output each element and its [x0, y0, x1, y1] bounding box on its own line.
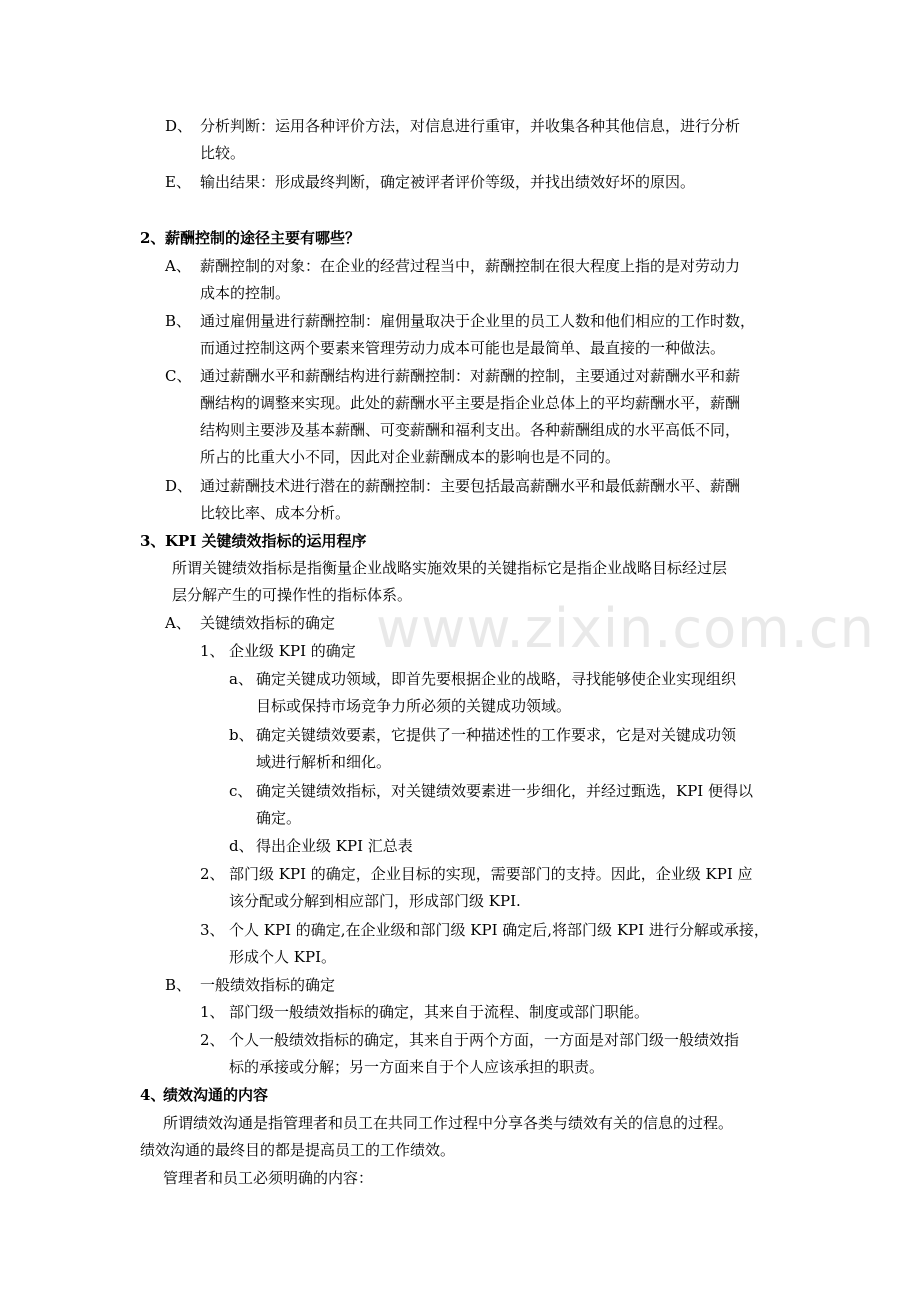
- text-line: 通过薪酬技术进行潜在的薪酬控制：主要包括最高薪酬水平和最低薪酬水平、薪酬: [200, 477, 741, 495]
- text-line: 层分解产生的可操作性的指标体系。: [172, 586, 413, 604]
- text-line: 个人 KPI 的确定,在企业级和部门级 KPI 确定后,将部门级 KPI 进行分解或承接，: [229, 921, 769, 939]
- list-marker: D、: [165, 477, 193, 495]
- text-line: 所谓绩效沟通是指管理者和员工在共同工作过程中分享各类与绩效有关的信息的过程。: [163, 1114, 734, 1132]
- list-marker: d、: [229, 837, 254, 855]
- text-line: 该分配或分解到相应部门，形成部门级 KPI.: [229, 892, 521, 910]
- text-line: 目标或保持市场竞争力所必须的关键成功领域。: [256, 697, 572, 715]
- text-line: 得出企业级 KPI 汇总表: [256, 837, 413, 855]
- list-marker: 2、: [200, 1031, 225, 1049]
- text-line: 酬结构的调整来实现。此处的薪酬水平主要是指企业总体上的平均薪酬水平，薪酬: [200, 394, 741, 412]
- text-line: 绩效沟通的最终目的都是提高员工的工作绩效。: [140, 1141, 456, 1159]
- text-line: 成本的控制。: [200, 284, 291, 302]
- list-marker: C、: [165, 367, 192, 385]
- text-line: 结构则主要涉及基本薪酬、可变薪酬和福利支出。各种薪酬组成的水平高低不同，: [200, 421, 741, 439]
- text-line: 标的承接或分解；另一方面来自于个人应该承担的职责。: [229, 1058, 605, 1076]
- list-marker: 2、: [200, 865, 225, 883]
- text-line: 通过雇佣量进行薪酬控制：雇佣量取决于企业里的员工人数和他们相应的工作时数，: [200, 312, 756, 330]
- text-line: 确定。: [256, 809, 302, 827]
- text-line: 比较比率、成本分析。: [200, 504, 351, 522]
- section-number: 3、: [140, 532, 166, 550]
- list-marker: c、: [229, 782, 253, 800]
- text-line: 一般绩效指标的确定: [200, 976, 336, 994]
- list-marker: B、: [165, 976, 192, 994]
- section-title: KPI 关键绩效指标的运用程序: [165, 532, 367, 550]
- list-marker: a、: [229, 670, 253, 688]
- text-line: 确定关键绩效指标，对关键绩效要素进一步细化，并经过甄选，KPI 便得以: [256, 782, 753, 800]
- text-line: 企业级 KPI 的确定: [229, 642, 356, 660]
- section-title: 薪酬控制的途径主要有哪些？: [165, 229, 361, 247]
- text-line: 管理者和员工必须明确的内容：: [163, 1169, 374, 1187]
- section-number: 2、: [140, 229, 166, 247]
- list-marker: E、: [165, 173, 191, 191]
- section-title: 绩效沟通的内容: [163, 1086, 269, 1104]
- text-line: 部门级 KPI 的确定，企业目标的实现，需要部门的支持。因此，企业级 KPI 应: [229, 865, 753, 883]
- text-line: 个人一般绩效指标的确定，其来自于两个方面，一方面是对部门级一般绩效指: [229, 1031, 740, 1049]
- text-line: 通过薪酬水平和薪酬结构进行薪酬控制：对薪酬的控制，主要通过对薪酬水平和薪: [200, 367, 741, 385]
- text-line: 确定关键绩效要素，它提供了一种描述性的工作要求，它是对关键成功领: [256, 726, 737, 744]
- text-line: 域进行解析和细化。: [256, 753, 392, 771]
- text-line: 所占的比重大小不同，因此对企业薪酬成本的影响也是不同的。: [200, 448, 621, 466]
- text-line: 分析判断：运用各种评价方法，对信息进行重审，并收集各种其他信息，进行分析: [200, 117, 741, 135]
- section-number: 4、: [140, 1086, 166, 1104]
- list-marker: B、: [165, 312, 192, 330]
- list-marker: A、: [165, 257, 191, 275]
- list-marker: 1、: [200, 1003, 225, 1021]
- text-line: 输出结果：形成最终判断，确定被评者评价等级，并找出绩效好坏的原因。: [200, 173, 696, 191]
- text-line: 形成个人 KPI。: [229, 948, 336, 966]
- list-marker: D、: [165, 117, 193, 135]
- text-line: 比较。: [200, 144, 246, 162]
- text-line: 关键绩效指标的确定: [200, 614, 336, 632]
- text-line: 所谓关键绩效指标是指衡量企业战略实施效果的关键指标它是指企业战略目标经过层: [172, 559, 728, 577]
- text-line: 部门级一般绩效指标的确定，其来自于流程、制度或部门职能。: [229, 1003, 650, 1021]
- watermark: www.zixin.com.cn: [376, 597, 875, 660]
- text-line: 确定关键成功领域，即首先要根据企业的战略，寻找能够使企业实现组织: [256, 670, 737, 688]
- text-line: 而通过控制这两个要素来管理劳动力成本可能也是最简单、最直接的一种做法。: [200, 339, 726, 357]
- text-line: 薪酬控制的对象：在企业的经营过程当中，薪酬控制在很大程度上指的是对劳动力: [200, 257, 741, 275]
- list-marker: 1、: [200, 642, 225, 660]
- list-marker: A、: [165, 614, 191, 632]
- list-marker: b、: [229, 726, 254, 744]
- list-marker: 3、: [200, 921, 225, 939]
